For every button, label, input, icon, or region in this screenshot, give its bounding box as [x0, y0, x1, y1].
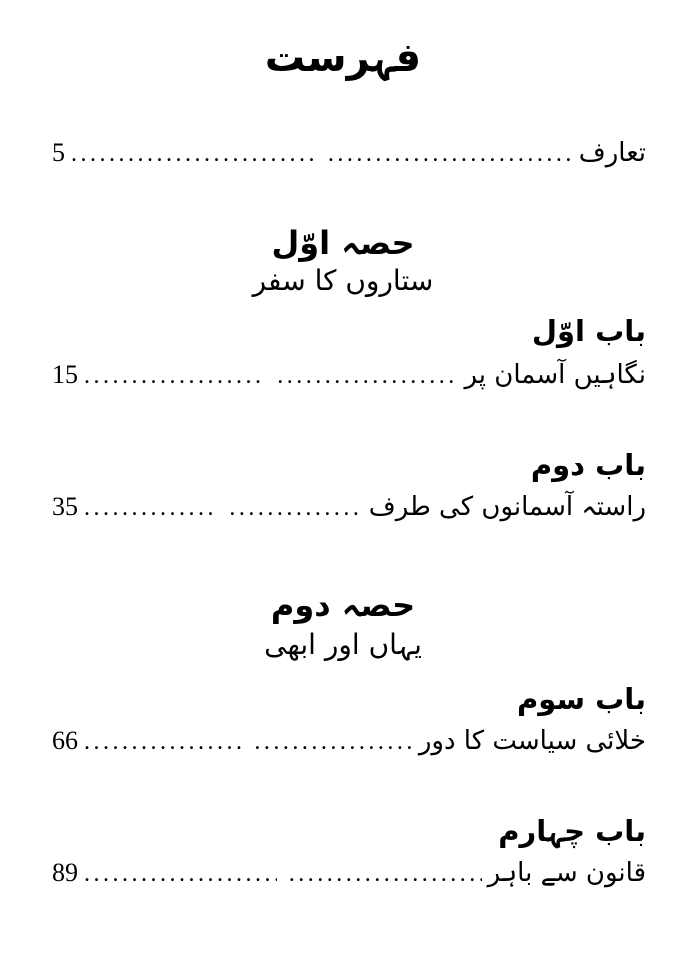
part-2-subtitle: یہاں اور ابھی — [264, 628, 422, 661]
dot-leader — [229, 495, 362, 522]
dot-leader — [84, 363, 265, 390]
dot-leader — [277, 363, 458, 390]
entry-label: قانون سے باہر — [487, 858, 646, 888]
toc-entry-intro[interactable] — [52, 138, 646, 168]
chapter-4-heading: باب چہارم — [498, 814, 646, 848]
entry-page-number: 35 — [51, 492, 78, 521]
entry-page-number: 15 — [52, 360, 78, 389]
entry-page-number: 66 — [52, 726, 78, 755]
page-title: فہرست — [264, 35, 422, 81]
entry-label: نگاہیں آسمان پر — [464, 360, 646, 390]
entry-label: راستہ آسمانوں کی طرف — [368, 492, 646, 522]
toc-entry-chapter-2[interactable] — [52, 492, 646, 522]
part-1-heading: حصہ اوّل — [271, 224, 415, 262]
dot-leader — [289, 861, 482, 888]
part-2-heading: حصہ دوم — [270, 586, 416, 624]
part-1-subtitle: ستاروں کا سفر — [252, 264, 434, 297]
dot-leader — [254, 729, 412, 756]
toc-entry-chapter-4[interactable] — [52, 858, 646, 888]
dot-leader — [84, 729, 242, 756]
chapter-1-heading: باب اوّل — [531, 314, 646, 348]
toc-entry-chapter-3[interactable] — [52, 726, 646, 756]
dot-leader — [71, 141, 316, 168]
dot-leader — [84, 861, 277, 888]
dot-leader — [328, 141, 573, 168]
dot-leader — [84, 495, 217, 522]
chapter-3-heading: باب سوم — [517, 682, 646, 716]
entry-page-number: 5 — [52, 138, 65, 167]
entry-page-number: 89 — [52, 858, 78, 887]
toc-entry-chapter-1[interactable] — [52, 360, 646, 390]
chapter-2-heading: باب دوم — [530, 448, 646, 482]
entry-label: خلائی سیاست کا دور — [418, 726, 646, 756]
entry-label: تعارف — [578, 138, 646, 168]
